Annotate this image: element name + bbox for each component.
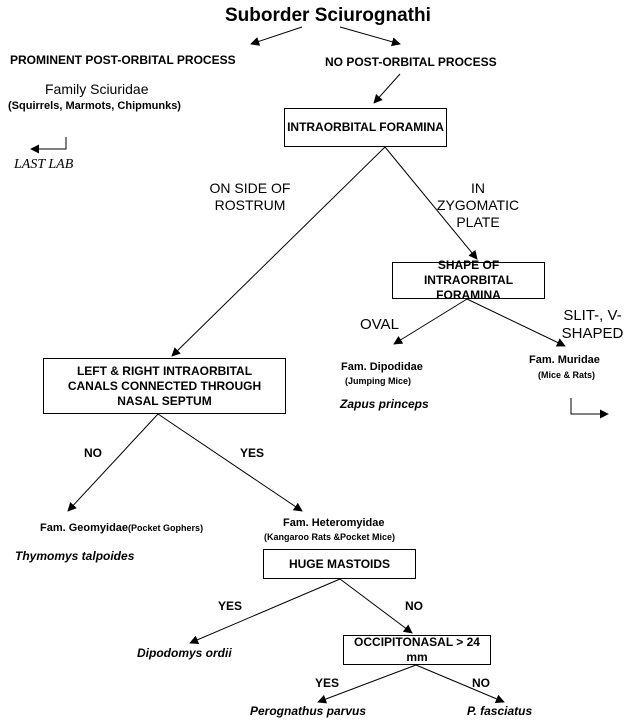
family-dipodidae: Fam. Dipodidae <box>341 361 423 373</box>
diagram-title: Suborder Sciurognathi <box>225 5 431 26</box>
edge-label-canals-yes: YES <box>240 446 265 460</box>
arrow-mastoids-to-dipodomys <box>190 579 340 643</box>
edge-label-occ-no: NO <box>472 676 490 690</box>
arrow-title-right <box>340 27 400 44</box>
family-heteromyidae: Fam. Heteromyidae <box>283 517 385 529</box>
edge-label-mastoids-yes: YES <box>218 599 243 613</box>
arrow-mastoids-to-occipitonasal <box>340 579 412 633</box>
arrow-no-pop-to-box <box>374 74 400 103</box>
arrow-canals-to-geomyidae <box>68 414 158 511</box>
criterion-no-post-orbital: NO POST-ORBITAL PROCESS <box>325 55 497 69</box>
arrow-foramina-to-canals <box>172 147 385 356</box>
edge-label-canals-no: NO <box>84 446 102 460</box>
arrow-occ-to-fasciatus <box>416 665 504 702</box>
edge-label-on-side-of-rostrum: ON SIDE OF ROSTRUM <box>209 180 291 213</box>
arrow-last-lab <box>31 137 66 149</box>
last-lab-note: LAST LAB <box>14 157 74 172</box>
box-intraorbital-foramina: INTRAORBITAL FORAMINA <box>284 108 447 147</box>
heteromyidae-common-name: (Kangaroo Rats &Pocket Mice) <box>264 532 396 542</box>
edge-label-in-zygomatic-plate: IN ZYGOMATIC PLATE <box>436 180 520 230</box>
dipodidae-common-name: (Jumping Mice) <box>345 376 412 386</box>
family-geomyidae <box>40 523 203 534</box>
species-dipodomys-ordii: Dipodomys ordii <box>137 646 232 660</box>
species-zapus-princeps: Zapus princeps <box>340 397 429 411</box>
criterion-prominent-post-orbital: PROMINENT POST-ORBITAL PROCESS <box>10 53 236 67</box>
species-thymomys-talpoides: Thymomys talpoides <box>15 549 135 563</box>
geomyidae-name: Fam. Geomyidae <box>40 522 129 534</box>
arrow-canals-to-heteromyidae <box>158 414 302 511</box>
edge-label-occ-yes: YES <box>315 676 340 690</box>
box-intraorbital-canals: LEFT & RIGHT INTRAORBITAL CANALS CONNECTED THROUGH NASAL SEPTUM <box>43 358 286 414</box>
arrow-muridae-continue <box>571 398 608 414</box>
species-perognathus-parvus: Perognathus parvus <box>250 704 367 718</box>
box-occipitonasal: OCCIPITONASAL > 24 mm <box>343 635 491 665</box>
geomyidae-common-name: (Pocket Gophers) <box>128 523 204 533</box>
edge-label-slit-v-shaped: SLIT-, V-SHAPED <box>561 307 624 342</box>
edge-label-mastoids-no: NO <box>405 599 423 613</box>
arrow-title-left <box>251 27 302 44</box>
muridae-common-name: (Mice & Rats) <box>538 370 596 380</box>
sciuridae-common-names: (Squirrels, Marmots, Chipmunks) <box>8 100 181 112</box>
arrow-shape-to-dipodidae <box>394 299 467 344</box>
edge-label-oval: OVAL <box>360 316 399 333</box>
family-muridae: Fam. Muridae <box>529 354 600 366</box>
family-sciuridae: Family Sciuridae <box>45 81 149 97</box>
box-shape-of-foramina: SHAPE OF INTRAORBITAL FORAMINA <box>392 262 545 299</box>
species-p-fasciatus: P. fasciatus <box>467 704 533 718</box>
box-huge-mastoids: HUGE MASTOIDS <box>263 549 416 579</box>
